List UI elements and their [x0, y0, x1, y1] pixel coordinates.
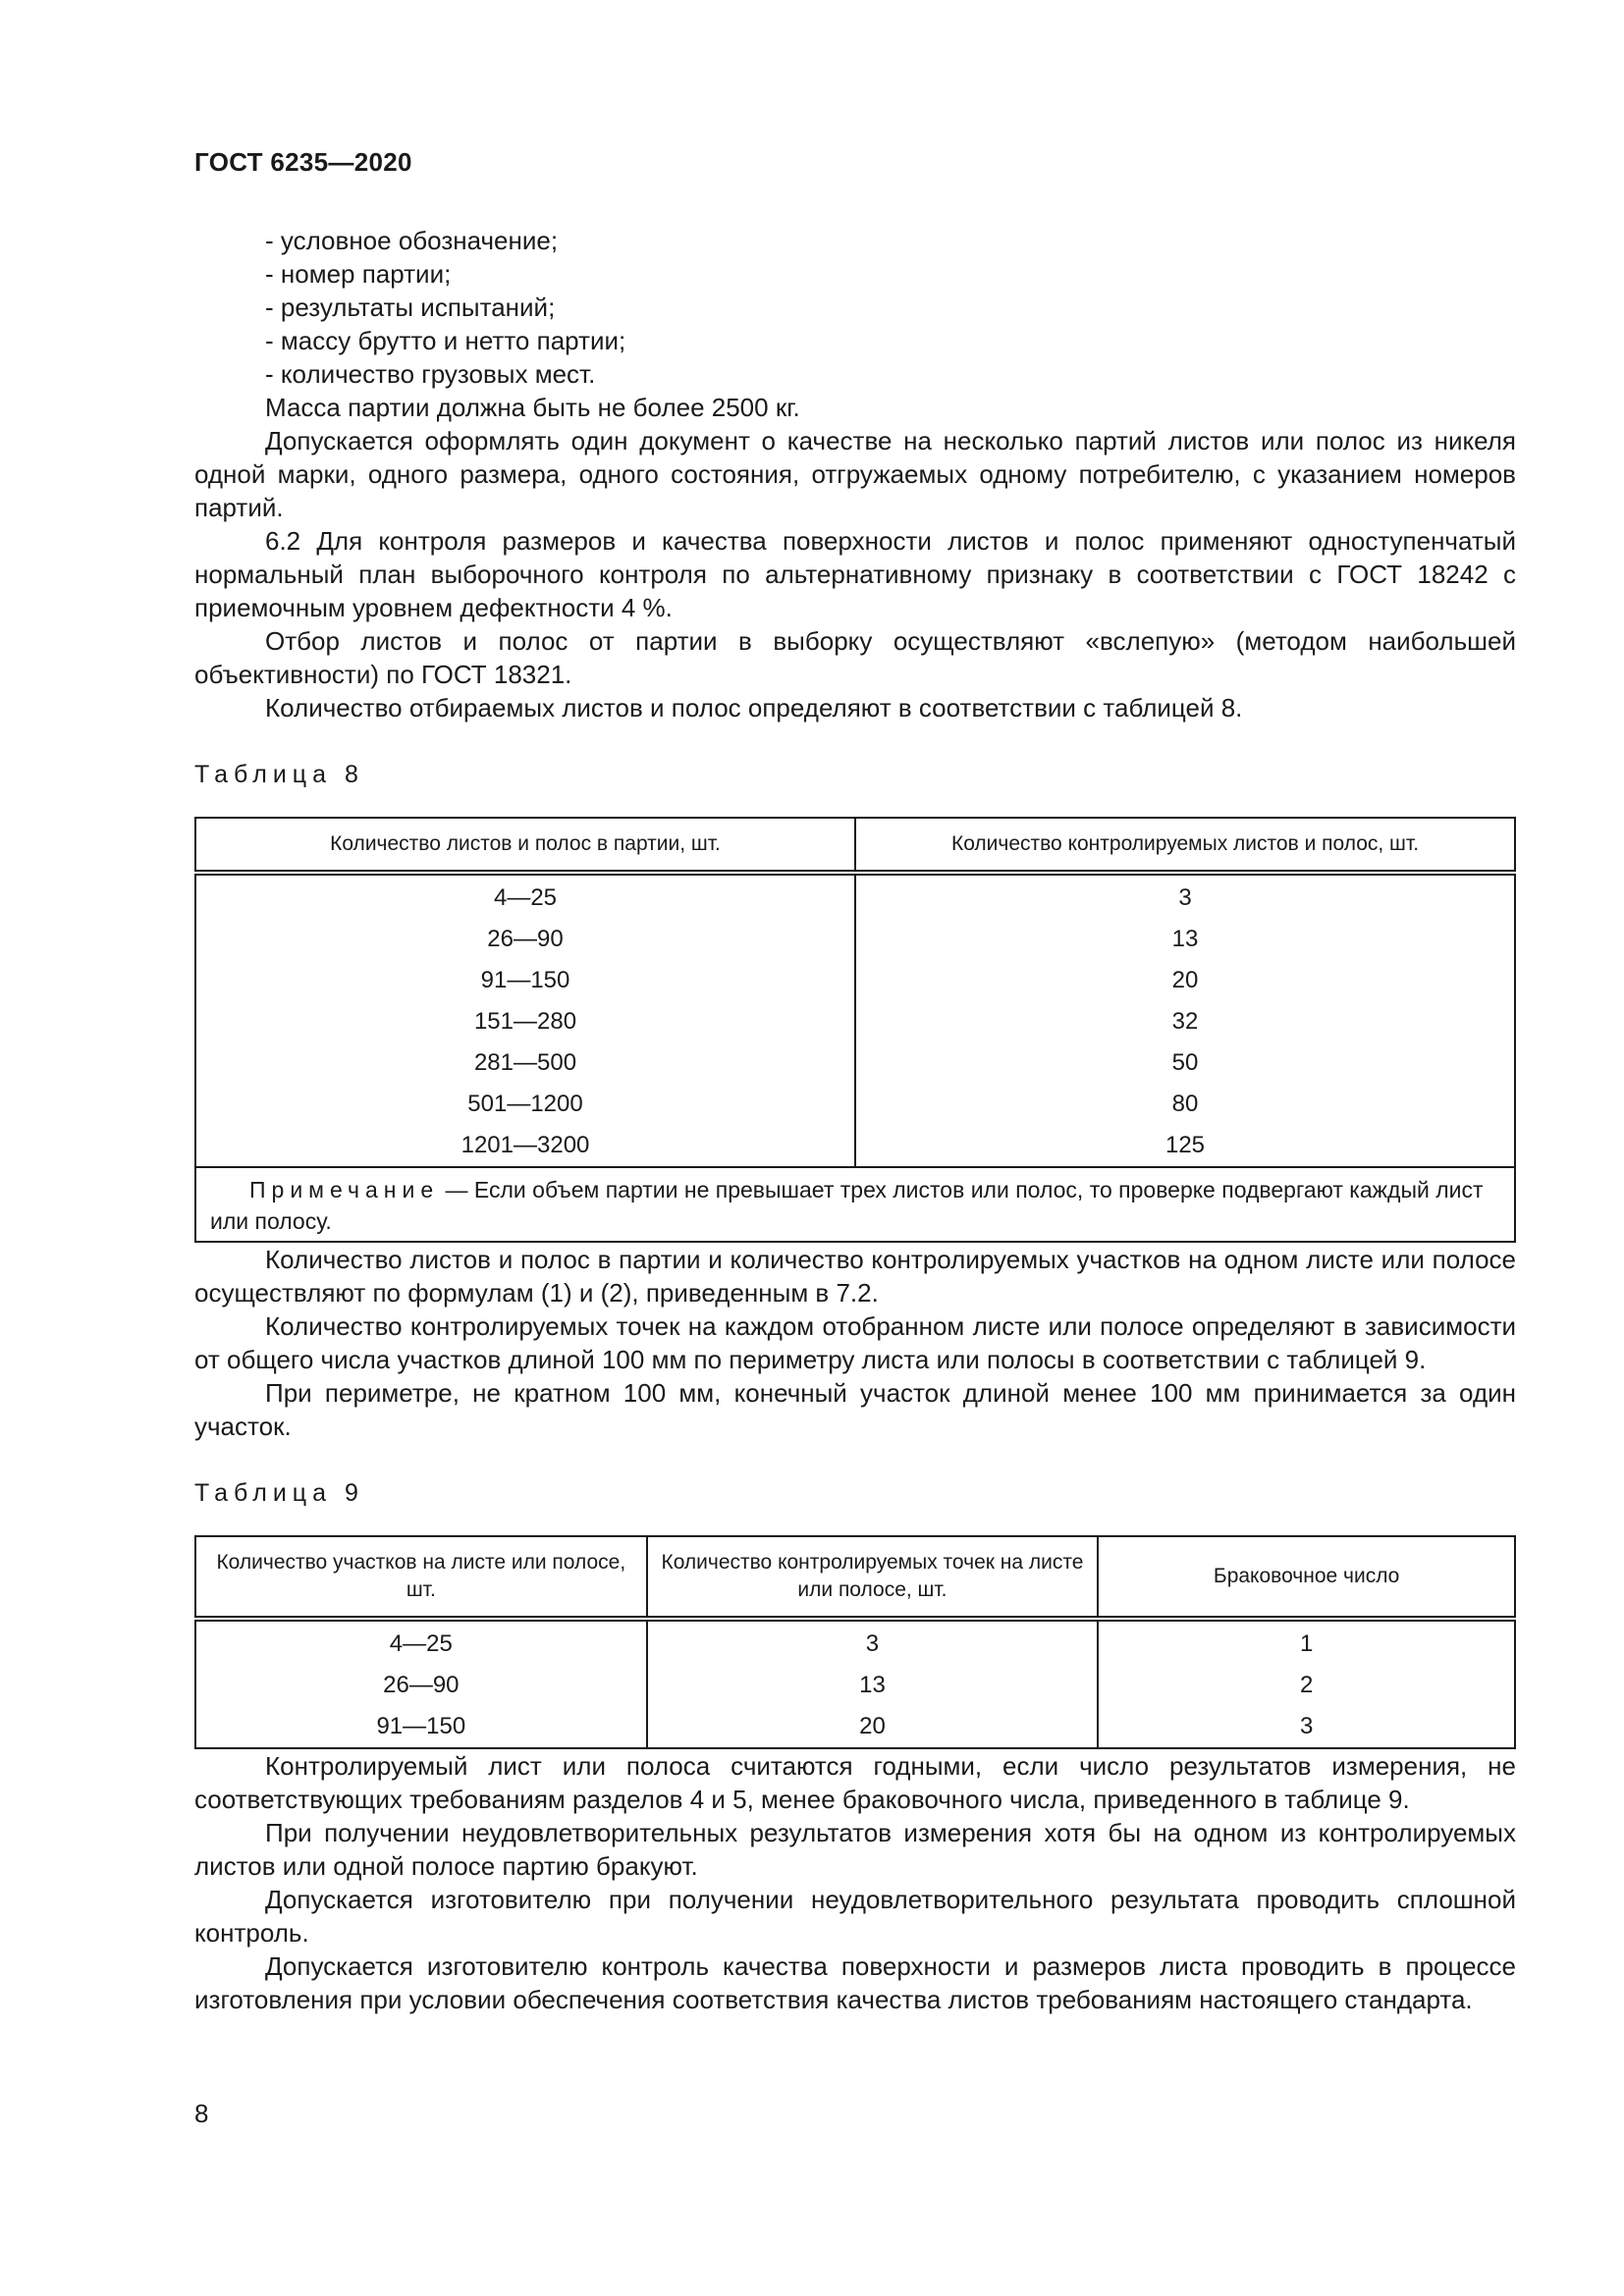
table-row — [195, 1001, 1515, 1042]
document-header: ГОСТ 6235—2020 — [194, 147, 412, 177]
table-row — [195, 960, 1515, 1001]
paragraph: Количество контролируемых точек на каждом отобранном листе или полосе определяют в зависимости от общего числа участков длиной 100 мм по периметру листа или полосы в соответствии с таблицей 9. — [194, 1311, 1516, 1374]
table-cell: 1201—3200 — [195, 1125, 855, 1167]
table-row — [195, 1706, 1515, 1748]
table-row — [195, 919, 1515, 960]
table-9-header-cell: Количество участков на листе или полосе, шт. — [195, 1536, 647, 1619]
table-cell: 50 — [855, 1042, 1515, 1084]
note-label: Примечание — [249, 1177, 440, 1202]
table-8-header-cell: Количество листов и полос в партии, шт. — [195, 818, 855, 873]
table-cell: 4—25 — [195, 1619, 647, 1665]
table-cell: 80 — [855, 1084, 1515, 1125]
note-text: — Если объем партии не превышает трех листов или полос, то проверке подвергают каждый лист или полосу. — [210, 1177, 1484, 1234]
list-item: - массу брутто и нетто партии; — [265, 326, 626, 355]
table-cell: 2 — [1098, 1665, 1515, 1706]
paragraph: Допускается оформлять один документ о качестве на несколько партий листов или полос из никеля одной марки, одного размера, одного состояния, отгружаемых одному потребителю, с указанием номеров партий. — [194, 426, 1516, 522]
table-cell: 13 — [855, 919, 1515, 960]
table-row — [195, 1619, 1515, 1665]
paragraph: Допускается изготовителю контроль качества поверхности и размеров листа проводить в процессе изготовления при условии обеспечения соответствия качества листов требованиям настоящего стандарта. — [194, 1951, 1516, 2014]
table-cell: 125 — [855, 1125, 1515, 1167]
table-cell: 1 — [1098, 1619, 1515, 1665]
document-body — [194, 224, 1516, 2016]
table-cell: 20 — [855, 960, 1515, 1001]
table-9-caption: Таблица 9 — [194, 1479, 364, 1507]
page-number: 8 — [194, 2099, 209, 2128]
paragraph: Отбор листов и полос от партии в выборку осуществляют «вслепую» (методом наибольшей объективности) по ГОСТ 18321. — [194, 626, 1516, 689]
table-9-header-cell: Количество контролируемых точек на листе или полосе, шт. — [647, 1536, 1099, 1619]
paragraph: Масса партии должна быть не более 2500 кг. — [265, 393, 800, 422]
paragraph: Количество отбираемых листов и полос определяют в соответствии с таблицей 8. — [265, 693, 1243, 722]
table-cell: 26—90 — [195, 1665, 647, 1706]
paragraph: Количество листов и полос в партии и количество контролируемых участков на одном листе или полосе осуществляют по формулам (1) и (2), приведенным в 7.2. — [194, 1245, 1516, 1308]
list-item: - условное обозначение; — [265, 226, 559, 255]
table-row — [195, 1665, 1515, 1706]
paragraph: При периметре, не кратном 100 мм, конечный участок длиной менее 100 мм принимается за один участок. — [194, 1378, 1516, 1441]
table-note-row — [195, 1167, 1515, 1242]
table-cell: 20 — [647, 1706, 1099, 1748]
table-cell: 151—280 — [195, 1001, 855, 1042]
table-9 — [194, 1535, 1516, 1749]
table-row — [195, 873, 1515, 919]
paragraph: 6.2 Для контроля размеров и качества поверхности листов и полос применяют одноступенчатый нормальный план выборочного контроля по альтернативному признаку в соответствии с ГОСТ 18242 с приемочным уровнем дефектности 4 %. — [194, 526, 1516, 622]
table-cell: 281—500 — [195, 1042, 855, 1084]
table-8-caption: Таблица 8 — [194, 761, 364, 788]
table-cell: 501—1200 — [195, 1084, 855, 1125]
table-cell: 32 — [855, 1001, 1515, 1042]
table-cell: 3 — [1098, 1706, 1515, 1748]
table-cell: 26—90 — [195, 919, 855, 960]
table-cell: 13 — [647, 1665, 1099, 1706]
list-item: - количество грузовых мест. — [265, 359, 596, 389]
table-8-header-cell: Количество контролируемых листов и полос, шт. — [855, 818, 1515, 873]
table-row — [195, 1125, 1515, 1167]
paragraph: Контролируемый лист или полоса считаются годными, если число результатов измерения, не соответствующих требованиям разделов 4 и 5, менее браковочного числа, приведенного в таблице 9. — [194, 1751, 1516, 1814]
paragraph: При получении неудовлетворительных результатов измерения хотя бы на одном из контролируемых листов или одной полосе партию бракуют. — [194, 1818, 1516, 1881]
table-row — [195, 1084, 1515, 1125]
table-cell: 91—150 — [195, 1706, 647, 1748]
paragraph: Допускается изготовителю при получении неудовлетворительного результата проводить сплошной контроль. — [194, 1885, 1516, 1948]
table-cell: 4—25 — [195, 873, 855, 919]
list-item: - номер партии; — [265, 259, 452, 289]
table-cell: 91—150 — [195, 960, 855, 1001]
table-8 — [194, 817, 1516, 1243]
list-item: - результаты испытаний; — [265, 293, 556, 322]
table-8-note — [195, 1167, 1515, 1242]
table-cell: 3 — [855, 873, 1515, 919]
table-9-header-cell: Браковочное число — [1098, 1536, 1515, 1619]
table-row — [195, 1042, 1515, 1084]
table-cell: 3 — [647, 1619, 1099, 1665]
